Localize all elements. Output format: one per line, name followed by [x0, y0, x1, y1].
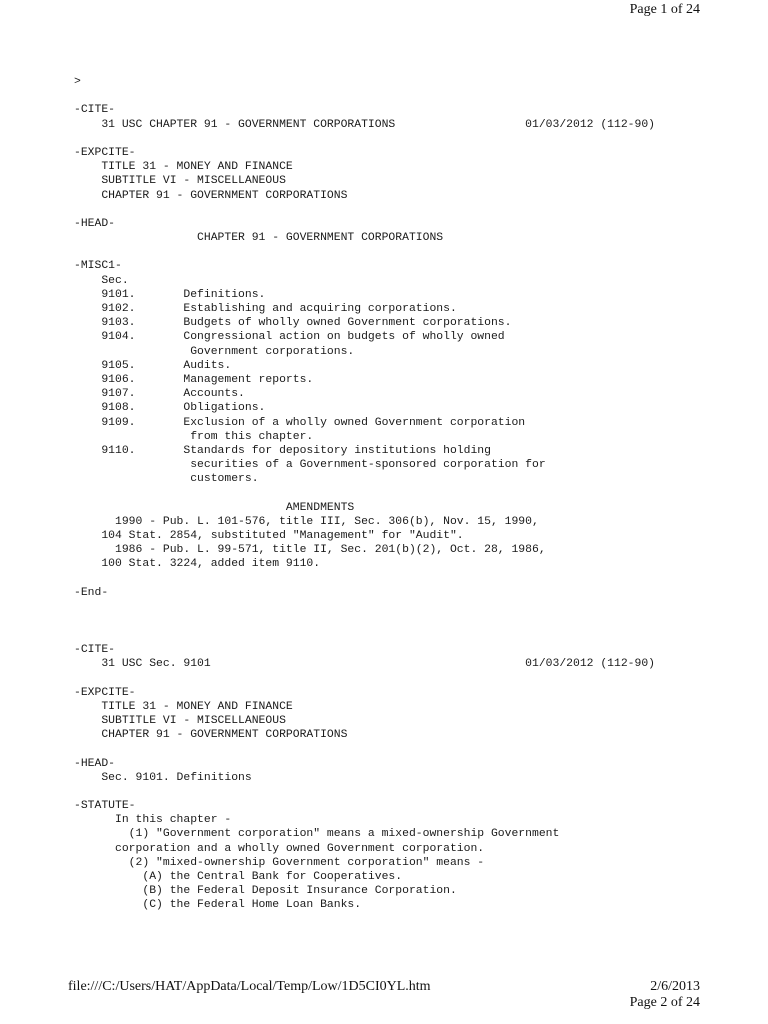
document-line: 9110. Standards for depository institutions holding: [74, 444, 491, 457]
document-line: -HEAD-: [74, 757, 116, 770]
document-line: SUBTITLE VI - MISCELLANEOUS: [74, 714, 286, 727]
page-number-top: Page 1 of 24: [629, 2, 700, 17]
document-line: 9104. Congressional action on budgets of wholly owned: [74, 331, 505, 344]
footer-date: 2/6/2013: [650, 979, 700, 994]
page-number-bottom: Page 2 of 24: [629, 995, 700, 1010]
document-line: [74, 572, 655, 586]
document-line: TITLE 31 - MONEY AND FINANCE: [74, 161, 293, 174]
document-text-block-2: [74, 643, 655, 913]
document-line: Government corporations.: [74, 345, 355, 358]
document-line: [74, 132, 655, 146]
document-line: >: [74, 76, 81, 88]
document-line: CHAPTER 91 - GOVERNMENT CORPORATIONS: [74, 232, 444, 245]
document-line: [74, 245, 655, 259]
document-line: (A) the Central Bank for Cooperatives.: [74, 871, 403, 883]
document-line: customers.: [74, 473, 259, 486]
document-line: -STATUTE-: [74, 800, 136, 813]
document-line: 9101. Definitions.: [74, 288, 266, 301]
document-line: 9107. Accounts.: [74, 388, 245, 401]
document-line: 31 USC Sec. 9101 01/03/2012 (112-90): [74, 658, 656, 671]
document-line: 104 Stat. 2854, substituted "Management" for "Audit".: [74, 530, 464, 542]
document-line: [74, 89, 655, 103]
document-line: -End-: [74, 586, 109, 599]
document-line: 9108. Obligations.: [74, 402, 266, 415]
document-line: (1) "Government corporation" means a mixed-ownership Government: [74, 828, 560, 841]
document-line: 9109. Exclusion of a wholly owned Government corporation: [74, 416, 526, 429]
document-line: -CITE-: [74, 644, 116, 656]
document-line: Sec.: [74, 274, 129, 287]
document-line: [74, 742, 655, 756]
document-line: securities of a Government-sponsored corporation for: [74, 459, 546, 472]
document-line: 9102. Establishing and acquiring corporations.: [74, 303, 457, 315]
document-line: TITLE 31 - MONEY AND FINANCE: [74, 700, 293, 713]
document-text-block-1: [74, 75, 655, 600]
document-line: CHAPTER 91 - GOVERNMENT CORPORATIONS: [74, 729, 348, 742]
document-line: SUBTITLE VI - MISCELLANEOUS: [74, 175, 286, 188]
document-line: -CITE-: [74, 104, 116, 117]
document-line: AMENDMENTS: [74, 501, 355, 514]
footer-file-path: file:///C:/Users/HAT/AppData/Local/Temp/Low/1D5CI0YL.htm: [68, 979, 431, 994]
document-line: In this chapter -: [74, 814, 232, 827]
document-line: 9103. Budgets of wholly owned Government corporations.: [74, 317, 512, 330]
document-line: (2) "mixed-ownership Government corporation" means -: [74, 856, 485, 869]
document-line: -EXPCITE-: [74, 686, 136, 699]
document-line: Sec. 9101. Definitions: [74, 771, 252, 784]
document-line: from this chapter.: [74, 430, 314, 443]
document-line: 9106. Management reports.: [74, 373, 314, 386]
document-line: [74, 486, 655, 500]
document-line: (B) the Federal Deposit Insurance Corporation.: [74, 885, 457, 898]
document-line: [74, 671, 655, 685]
document-line: 9105. Audits.: [74, 359, 232, 372]
document-line: -MISC1-: [74, 260, 122, 273]
document-line: [74, 203, 655, 217]
document-line: [74, 785, 655, 799]
document-line: CHAPTER 91 - GOVERNMENT CORPORATIONS: [74, 189, 348, 202]
document-line: 100 Stat. 3224, added item 9110.: [74, 558, 321, 571]
document-line: (C) the Federal Home Loan Banks.: [74, 899, 362, 912]
document-line: 1990 - Pub. L. 101-576, title III, Sec. 306(b), Nov. 15, 1990,: [74, 515, 539, 528]
document-line: 31 USC CHAPTER 91 - GOVERNMENT CORPORATIONS 01/03/2012 (112-90): [74, 118, 656, 131]
document-line: 1986 - Pub. L. 99-571, title II, Sec. 201(b)(2), Oct. 28, 1986,: [74, 544, 546, 557]
document-line: corporation and a wholly owned Government corporation.: [74, 842, 485, 855]
document-line: -EXPCITE-: [74, 146, 136, 159]
document-line: -HEAD-: [74, 217, 116, 230]
